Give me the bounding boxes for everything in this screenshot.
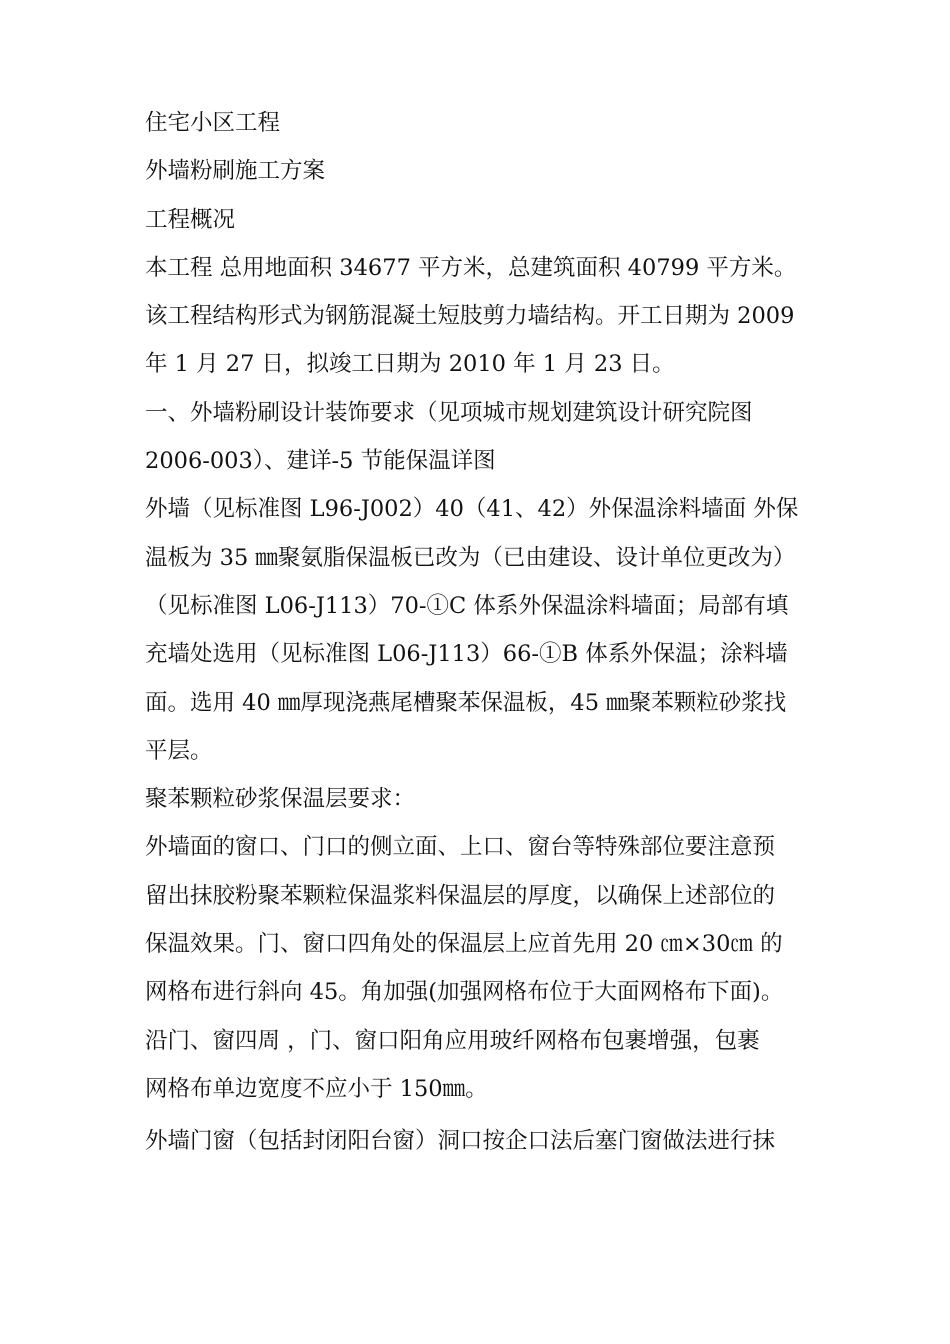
text-line: 面。选用 40 ㎜厚现浇燕尾槽聚苯保温板，45 ㎜聚苯颗粒砂浆找 bbox=[145, 689, 787, 716]
text-line: 温板为 35 ㎜聚氨脂保温板已改为（已由建设、设计单位更改为） bbox=[145, 544, 796, 571]
document-body bbox=[145, 99, 825, 1166]
text-line: （见标准图 L06-J113）70-①C 体系外保温涂料墙面；局部有填 bbox=[145, 592, 789, 619]
text-line: 网格布单边宽度不应小于 150㎜。 bbox=[145, 1075, 488, 1102]
text-line: 该工程结构形式为钢筋混凝土短肢剪力墙结构。开工日期为 2009 bbox=[145, 303, 795, 330]
text-line: 本工程 总用地面积 34677 平方米，总建筑面积 40799 平方米。 bbox=[145, 254, 797, 281]
section-heading-requirements: 一、外墙粉刷设计装饰要求（见项城市规划建筑设计研究院图 bbox=[145, 399, 753, 426]
text-line: 网格布进行斜向 45。角加强(加强网格布位于大面网格布下面)。 bbox=[145, 979, 784, 1006]
text-line: 充墙处选用（见标准图 L06-J113）66-①B 体系外保温；涂料墙 bbox=[145, 641, 788, 668]
text-line: 外墙面的窗口、门口的侧立面、上口、窗台等特殊部位要注意预 bbox=[145, 834, 776, 861]
text-line: 外墙（见标准图 L96-J002）40（41、42）外保温涂料墙面 外保 bbox=[145, 496, 799, 523]
doc-title-line: 住宅小区工程 bbox=[145, 110, 281, 136]
text-line: 留出抹胶粉聚苯颗粒保温浆料保温层的厚度，以确保上述部位的 bbox=[145, 882, 776, 909]
text-line: 保温效果。门、窗口四角处的保温层上应首先用 20 ㎝×30㎝ 的 bbox=[145, 931, 783, 958]
text-line: 外墙门窗（包括封闭阳台窗）洞口按企口法后塞门窗做法进行抹 bbox=[145, 1128, 776, 1155]
section-heading-overview: 工程概况 bbox=[145, 206, 236, 233]
doc-subtitle-line: 外墙粉刷施工方案 bbox=[145, 158, 326, 185]
text-line: 沿门、窗四周 ，门、窗口阳角应用玻纤网格布包裹增强，包裹 bbox=[145, 1027, 760, 1054]
text-line: 年 1 月 27 日，拟竣工日期为 2010 年 1 月 23 日。 bbox=[145, 351, 675, 378]
section-heading-insulation: 聚苯颗粒砂浆保温层要求： bbox=[145, 786, 416, 813]
text-line: 平层。 bbox=[145, 737, 213, 764]
text-line: 2006-003）、建详-5 节能保温详图 bbox=[145, 448, 496, 475]
